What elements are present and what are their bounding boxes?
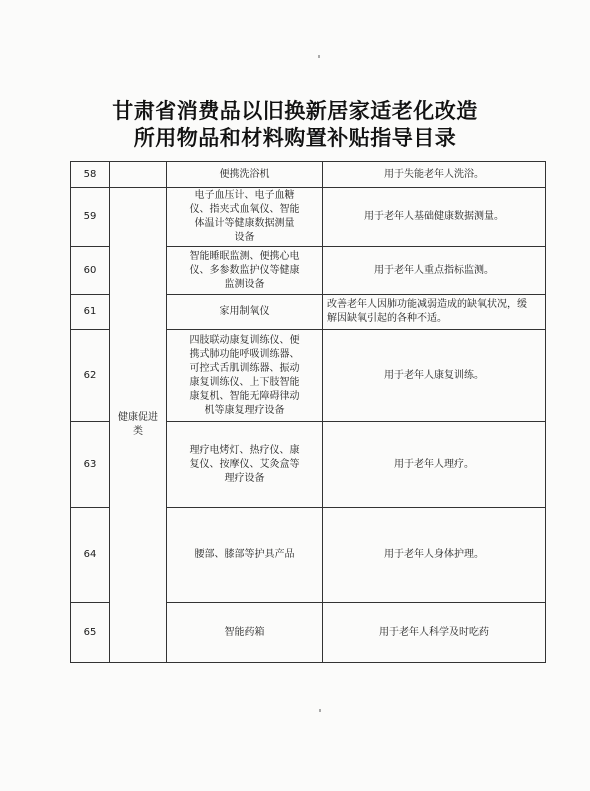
item-name: 便携洗浴机 bbox=[167, 162, 323, 188]
item-purpose: 用于老年人身体护理。 bbox=[323, 508, 546, 603]
item-purpose: 用于老年人康复训练。 bbox=[323, 330, 546, 422]
subsidy-catalog-table bbox=[70, 161, 546, 663]
item-purpose: 用于老年人理疗。 bbox=[323, 422, 546, 508]
table-row bbox=[71, 162, 546, 188]
category-cell: 健康促进类 bbox=[110, 188, 167, 663]
item-name: 腰部、膝部等护具产品 bbox=[167, 508, 323, 603]
row-number: 61 bbox=[71, 295, 110, 330]
item-name: 智能药箱 bbox=[167, 603, 323, 663]
category-cell-blank bbox=[110, 162, 167, 188]
item-purpose: 用于失能老年人洗浴。 bbox=[323, 162, 546, 188]
item-name: 家用制氧仪 bbox=[167, 295, 323, 330]
row-number: 58 bbox=[71, 162, 110, 188]
item-purpose: 用于老年人重点指标监测。 bbox=[323, 247, 546, 295]
row-number: 65 bbox=[71, 603, 110, 663]
row-number: 60 bbox=[71, 247, 110, 295]
item-name: 四肢联动康复训练仪、便 携式肺功能呼吸训练器、 可控式舌肌训练器、振动 康复训练仪、上下肢智能 康复机、智能无障碍律动 机等康复理疗设备 bbox=[167, 330, 323, 422]
item-purpose: 改善老年人因肺功能减弱造成的缺氧状况，缓 解因缺氧引起的各种不适。 bbox=[323, 295, 546, 330]
scan-speck bbox=[318, 55, 320, 58]
row-number: 64 bbox=[71, 508, 110, 603]
item-name: 理疗电烤灯、热疗仪、康 复仪、按摩仪、艾灸盒等 理疗设备 bbox=[167, 422, 323, 508]
table-row bbox=[71, 188, 546, 247]
row-number: 59 bbox=[71, 188, 110, 247]
scan-speck bbox=[319, 709, 321, 712]
item-purpose: 用于老年人科学及时吃药 bbox=[323, 603, 546, 663]
document-title-line-2: 所用物品和材料购置补贴指导目录 bbox=[133, 125, 457, 150]
document-title-line-1: 甘肃省消费品以旧换新居家适老化改造 bbox=[112, 98, 478, 123]
row-number: 63 bbox=[71, 422, 110, 508]
item-name: 智能睡眠监测、便携心电 仪、多参数监护仪等健康 监测设备 bbox=[167, 247, 323, 295]
item-name: 电子血压计、电子血糖 仪、指夹式血氧仪、智能 体温计等健康数据测量 设备 bbox=[167, 188, 323, 247]
row-number: 62 bbox=[71, 330, 110, 422]
item-purpose: 用于老年人基础健康数据测量。 bbox=[323, 188, 546, 247]
